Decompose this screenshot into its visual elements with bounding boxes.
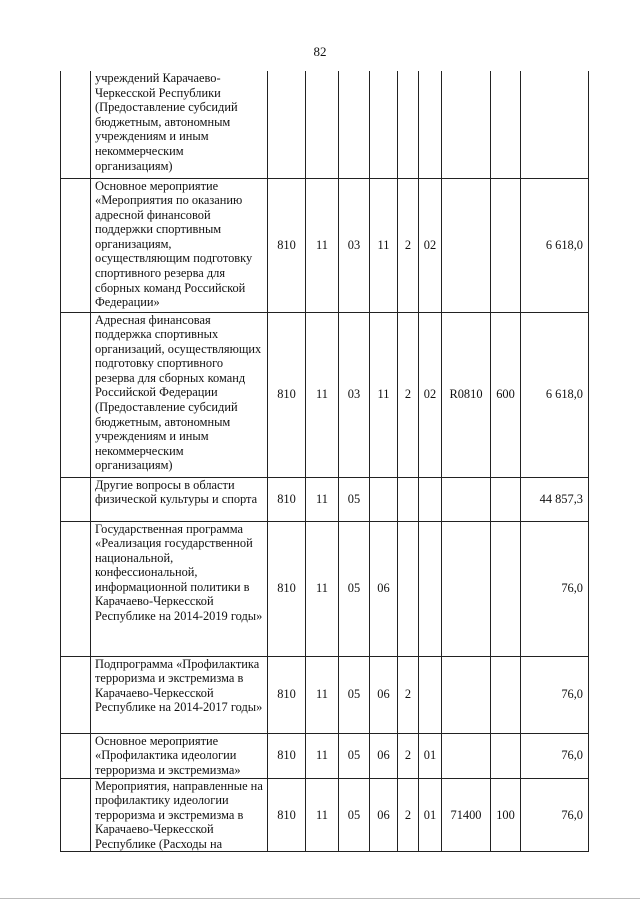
program-cell <box>370 71 398 178</box>
table-row <box>61 521 589 656</box>
event-cell <box>419 71 442 178</box>
event-cell: 01 <box>419 778 442 852</box>
page-bottom-edge <box>0 898 640 899</box>
subsection-cell: 05 <box>339 521 370 656</box>
section-cell: 11 <box>306 178 339 312</box>
program-cell: 06 <box>370 778 398 852</box>
table-row <box>61 71 589 178</box>
subprogram-cell <box>398 521 419 656</box>
ministry-cell: 810 <box>268 312 306 477</box>
program-cell: 11 <box>370 178 398 312</box>
subsection-cell: 03 <box>339 312 370 477</box>
section-cell: 11 <box>306 656 339 733</box>
program-cell: 06 <box>370 656 398 733</box>
program-cell <box>370 477 398 521</box>
program-cell: 11 <box>370 312 398 477</box>
table-row <box>61 312 589 477</box>
ministry-cell: 810 <box>268 178 306 312</box>
subsection-cell: 03 <box>339 178 370 312</box>
subprogram-cell: 2 <box>398 656 419 733</box>
direction-cell <box>442 521 491 656</box>
row-name-cell: Основное мероприятие «Мероприятия по оказанию адресной финансовой поддержки спортивным организациям, осуществляющим подготовку спортивного резерва для сборных команд Российской Федерации» <box>91 178 268 312</box>
ministry-cell: 810 <box>268 477 306 521</box>
row-number-cell <box>61 733 91 778</box>
row-number-cell <box>61 477 91 521</box>
subprogram-cell <box>398 477 419 521</box>
direction-cell: R0810 <box>442 312 491 477</box>
event-cell: 02 <box>419 178 442 312</box>
section-cell: 11 <box>306 312 339 477</box>
sum-cell: 6 618,0 <box>521 312 589 477</box>
section-cell: 11 <box>306 477 339 521</box>
ministry-cell: 810 <box>268 521 306 656</box>
row-number-cell <box>61 178 91 312</box>
section-cell <box>306 71 339 178</box>
section-cell: 11 <box>306 733 339 778</box>
row-number-cell <box>61 71 91 178</box>
sum-cell: 76,0 <box>521 521 589 656</box>
event-cell <box>419 477 442 521</box>
ministry-cell: 810 <box>268 733 306 778</box>
sum-cell: 76,0 <box>521 778 589 852</box>
event-cell: 02 <box>419 312 442 477</box>
row-number-cell <box>61 312 91 477</box>
subsection-cell <box>339 71 370 178</box>
expense-type-cell: 600 <box>491 312 521 477</box>
section-cell: 11 <box>306 778 339 852</box>
row-name-cell: учреждений Карачаево-Черкесской Республики (Предоставление субсидий бюджетным, автономным учреждениям и иным некоммерческим организациям) <box>91 71 268 178</box>
table-row <box>61 178 589 312</box>
event-cell: 01 <box>419 733 442 778</box>
ministry-cell <box>268 71 306 178</box>
row-name-cell: Подпрограмма «Профилактика терроризма и экстремизма в Карачаево-Черкесской Республике на 2014-2017 годы» <box>91 656 268 733</box>
program-cell: 06 <box>370 521 398 656</box>
event-cell <box>419 656 442 733</box>
expense-type-cell <box>491 733 521 778</box>
subsection-cell: 05 <box>339 477 370 521</box>
sum-cell: 44 857,3 <box>521 477 589 521</box>
direction-cell <box>442 733 491 778</box>
table-row <box>61 656 589 733</box>
direction-cell <box>442 656 491 733</box>
table-row <box>61 778 589 852</box>
subsection-cell: 05 <box>339 656 370 733</box>
sum-cell <box>521 71 589 178</box>
subprogram-cell <box>398 71 419 178</box>
budget-table <box>60 71 589 852</box>
row-name-cell: Государственная программа «Реализация государственной национальной, конфессиональной, информационной политики в Карачаево-Черкесской Республике на 2014-2019 годы» <box>91 521 268 656</box>
section-cell: 11 <box>306 521 339 656</box>
expense-type-cell <box>491 71 521 178</box>
direction-cell <box>442 71 491 178</box>
expense-type-cell <box>491 178 521 312</box>
table-row <box>61 733 589 778</box>
sum-cell: 76,0 <box>521 733 589 778</box>
program-cell: 06 <box>370 733 398 778</box>
ministry-cell: 810 <box>268 656 306 733</box>
expense-type-cell <box>491 521 521 656</box>
subprogram-cell: 2 <box>398 178 419 312</box>
row-number-cell <box>61 521 91 656</box>
sum-cell: 76,0 <box>521 656 589 733</box>
row-name-cell: Адресная финансовая поддержка спортивных организаций, осуществляющих подготовку спортивного резерва для сборных команд Российской Федерации (Предоставление субсидий бюджетным, автономным учреждениям и иным некоммерческим организациям) <box>91 312 268 477</box>
row-name-cell: Другие вопросы в области физической культуры и спорта <box>91 477 268 521</box>
row-name-cell: Основное мероприятие «Профилактика идеологии терроризма и экстремизма» <box>91 733 268 778</box>
subsection-cell: 05 <box>339 778 370 852</box>
direction-cell: 71400 <box>442 778 491 852</box>
row-name-cell: Мероприятия, направленные на профилактику идеологии терроризма и экстремизма в Карачаево-Черкесской Республике (Расходы на <box>91 778 268 852</box>
subprogram-cell: 2 <box>398 312 419 477</box>
subprogram-cell: 2 <box>398 778 419 852</box>
row-number-cell <box>61 778 91 852</box>
table-body <box>61 71 589 852</box>
page-number: 82 <box>313 44 327 59</box>
subprogram-cell: 2 <box>398 733 419 778</box>
expense-type-cell <box>491 656 521 733</box>
ministry-cell: 810 <box>268 778 306 852</box>
row-number-cell <box>61 656 91 733</box>
direction-cell <box>442 477 491 521</box>
expense-type-cell <box>491 477 521 521</box>
table-row <box>61 477 589 521</box>
direction-cell <box>442 178 491 312</box>
expense-type-cell: 100 <box>491 778 521 852</box>
sum-cell: 6 618,0 <box>521 178 589 312</box>
event-cell <box>419 521 442 656</box>
subsection-cell: 05 <box>339 733 370 778</box>
